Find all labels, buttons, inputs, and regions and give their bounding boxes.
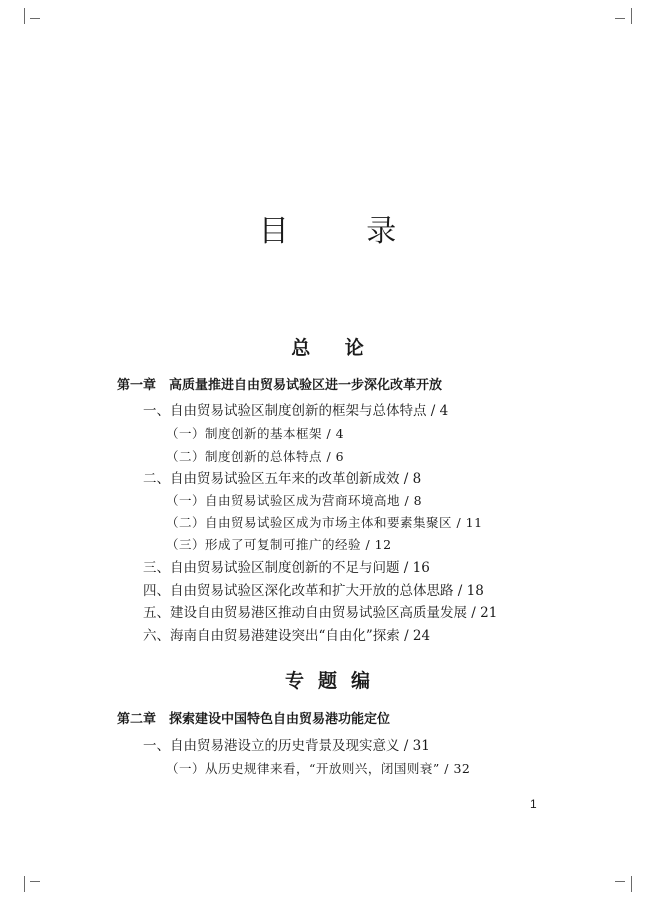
- chapter-title: 探索建设中国特色自由贸易港功能定位: [169, 712, 391, 727]
- page-title: 目 录: [258, 214, 431, 249]
- chapter-number: 第一章: [117, 378, 157, 393]
- chapter-heading[interactable]: [117, 711, 390, 729]
- chapter-heading[interactable]: [117, 377, 442, 395]
- toc-entry[interactable]: （二）自由贸易试验区成为市场主体和要素集聚区 / 11: [166, 515, 483, 530]
- toc-entry[interactable]: （一）制度创新的基本框架 / 4: [166, 426, 345, 441]
- toc-entry[interactable]: 四、自由贸易试验区深化改革和扩大开放的总体思路 / 18: [143, 583, 484, 599]
- toc-entry[interactable]: （一）从历史规律来看，“开放则兴，闭国则衰” / 32: [166, 761, 471, 776]
- chapter-number: 第二章: [117, 712, 157, 727]
- chapter-title: 高质量推进自由贸易试验区进一步深化改革开放: [169, 378, 443, 393]
- toc-entry[interactable]: 一、自由贸易港设立的历史背景及现实意义 / 31: [143, 738, 430, 754]
- toc-entry[interactable]: （二）制度创新的总体特点 / 6: [166, 449, 345, 464]
- toc-entry[interactable]: 三、自由贸易试验区制度创新的不足与问题 / 16: [143, 560, 430, 576]
- toc-entry[interactable]: （三）形成了可复制可推广的经验 / 12: [166, 537, 392, 552]
- toc-entry[interactable]: 一、自由贸易试验区制度创新的框架与总体特点 / 4: [143, 403, 449, 419]
- section-title-general: 总 论: [291, 337, 378, 359]
- section-title-special-topics: 专题编: [284, 670, 384, 692]
- toc-entry[interactable]: （一）自由贸易试验区成为营商环境高地 / 8: [166, 493, 423, 508]
- page-number: 1: [530, 797, 537, 811]
- toc-entry[interactable]: 五、建设自由贸易港区推动自由贸易试验区高质量发展 / 21: [143, 605, 498, 621]
- toc-entry[interactable]: 六、海南自由贸易港建设突出“自由化”探索 / 24: [143, 628, 431, 644]
- toc-entry[interactable]: 二、自由贸易试验区五年来的改革创新成效 / 8: [143, 471, 422, 487]
